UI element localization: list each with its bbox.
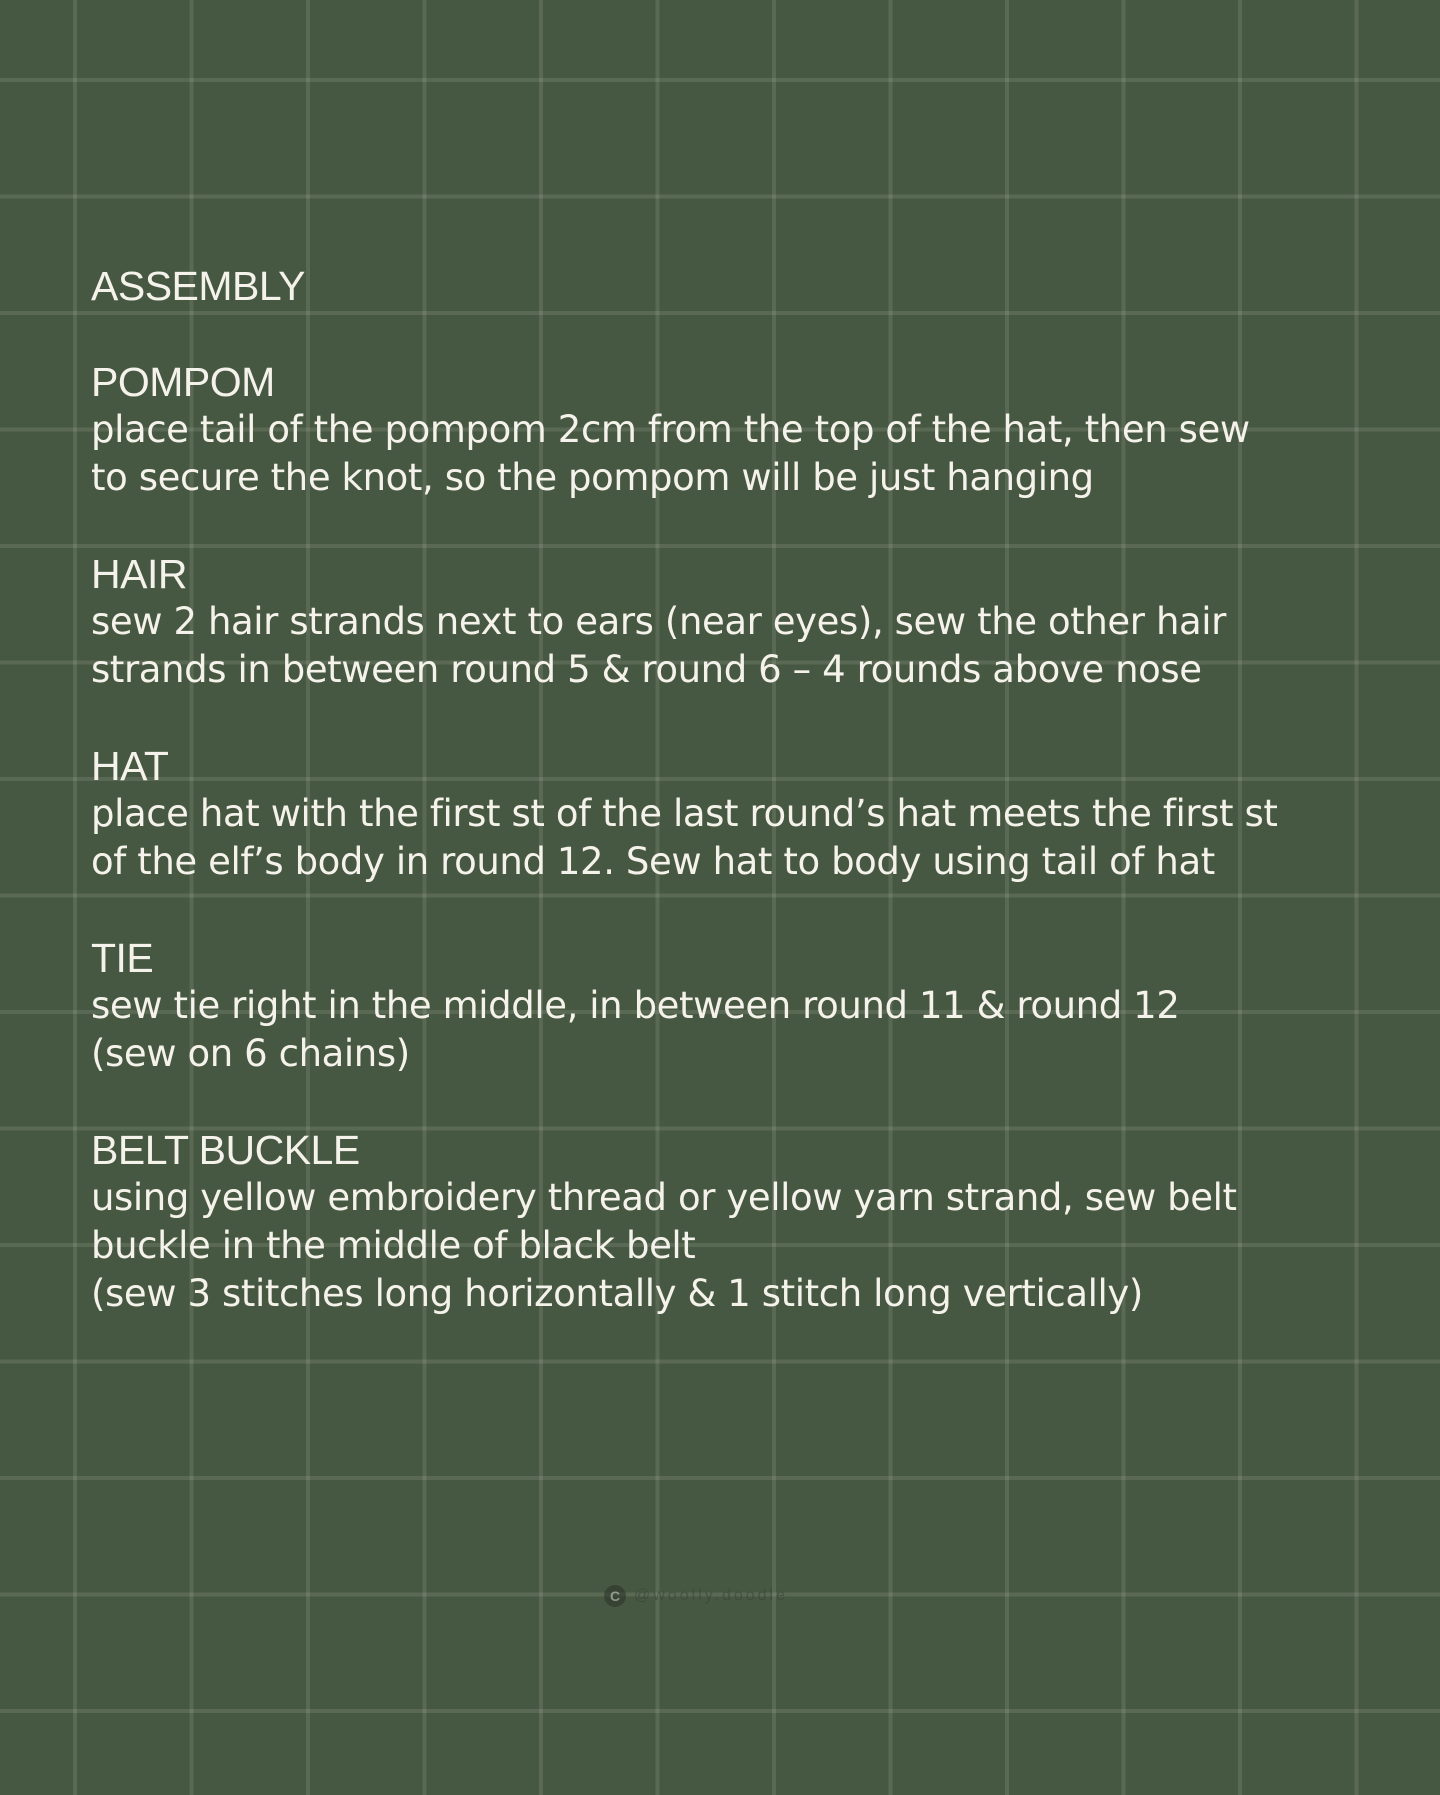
watermark-text: @woolly.doodle [634,1587,789,1604]
instruction-line: to secure the knot, so the pompom will be just hanging [91,456,1094,499]
section-heading: HAIR [91,551,187,597]
instruction-line: place tail of the pompom 2cm from the top of the hat, then sew [91,408,1250,451]
instruction-line: (sew 3 stitches long horizontally & 1 stitch long vertically) [91,1272,1143,1315]
section-hair [91,550,1381,694]
instruction-line: sew 2 hair strands next to ears (near eyes), sew the other hair [91,600,1226,643]
section-tie [91,934,1381,1078]
instruction-line: using yellow embroidery thread or yellow yarn strand, sew belt [91,1176,1237,1219]
instruction-line: (sew on 6 chains) [91,1032,410,1075]
section-heading: BELT BUCKLE [91,1127,360,1173]
instruction-line: strands in between round 5 & round 6 – 4 rounds above nose [91,648,1202,691]
section-heading: TIE [91,935,154,981]
instruction-line: sew tie right in the middle, in between round 11 & round 12 [91,984,1180,1027]
instruction-line: place hat with the first st of the last round’s hat meets the first st [91,792,1278,835]
instruction-line: buckle in the middle of black belt [91,1224,696,1267]
section-hat [91,742,1381,886]
section-belt-buckle [91,1126,1381,1318]
page-title: ASSEMBLY [91,263,305,309]
section-heading: POMPOM [91,359,275,405]
copyright-icon: C [604,1585,626,1607]
section-pompom [91,358,1381,502]
watermark [604,1585,788,1607]
instruction-line: of the elf’s body in round 12. Sew hat to body using tail of hat [91,840,1215,883]
section-heading: HAT [91,743,169,789]
assembly-instructions [91,262,1381,1366]
